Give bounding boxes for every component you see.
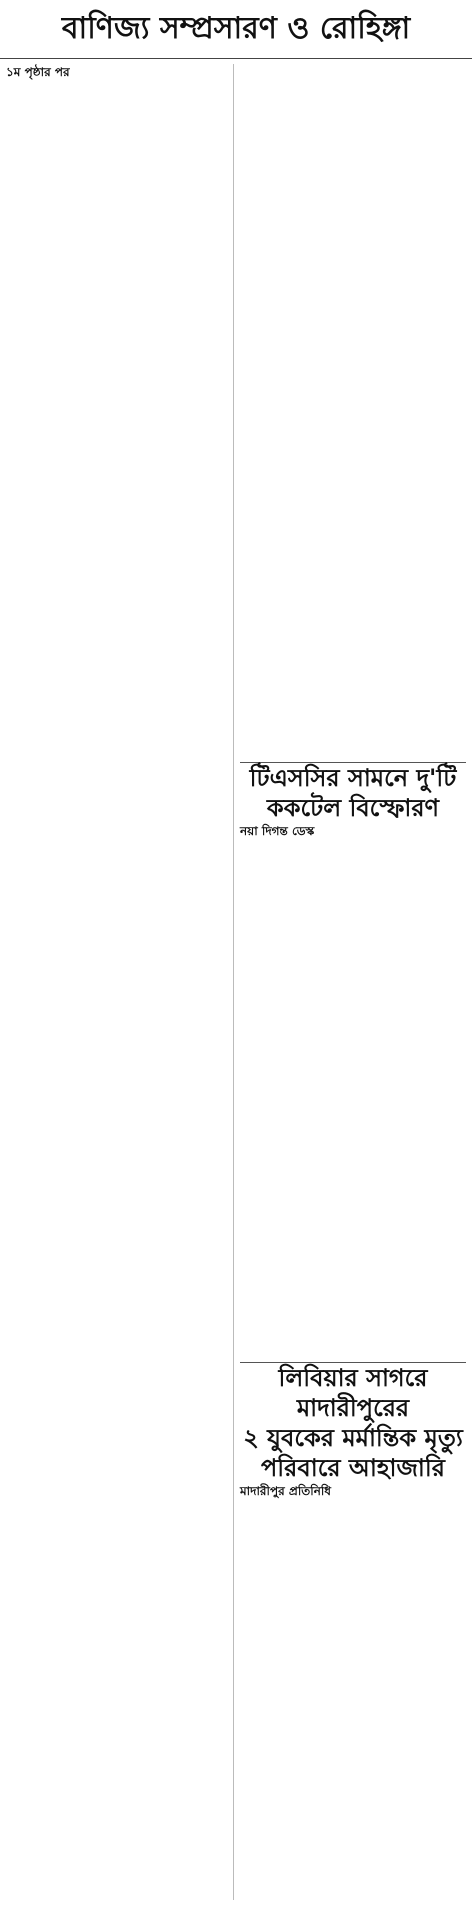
right-column [240,64,466,1902]
story-libya-madaripur [240,1362,466,1503]
main-headline: বাণিজ্য সম্প্রসারণ ও রোহিঙ্গা [61,10,411,46]
column-divider [233,64,234,1900]
story-byline: মাদারীপুর প্রতিনিধি [240,1484,332,1498]
story-title-line-3: পরিবারে আহাজারি [261,1454,445,1482]
story-byline: নয়া দিগন্ত ডেস্ক [240,824,315,838]
story-title-line-2: ২ যুবকের মর্মান্তিক মৃত্যু [243,1424,463,1452]
masthead [0,0,472,59]
story-title-line-1: লিবিয়ার সাগরে মাদারীপুরের [278,1364,428,1422]
story-title-line-2: ককটেল বিস্ফোরণ [266,794,440,822]
story-title-line-1: টিএসসির সামনে দু'টি [249,764,457,792]
continued-label: ১ম পৃষ্ঠার পর [6,65,70,79]
story-tsc-cocktail [240,762,466,843]
left-column [6,64,228,1902]
